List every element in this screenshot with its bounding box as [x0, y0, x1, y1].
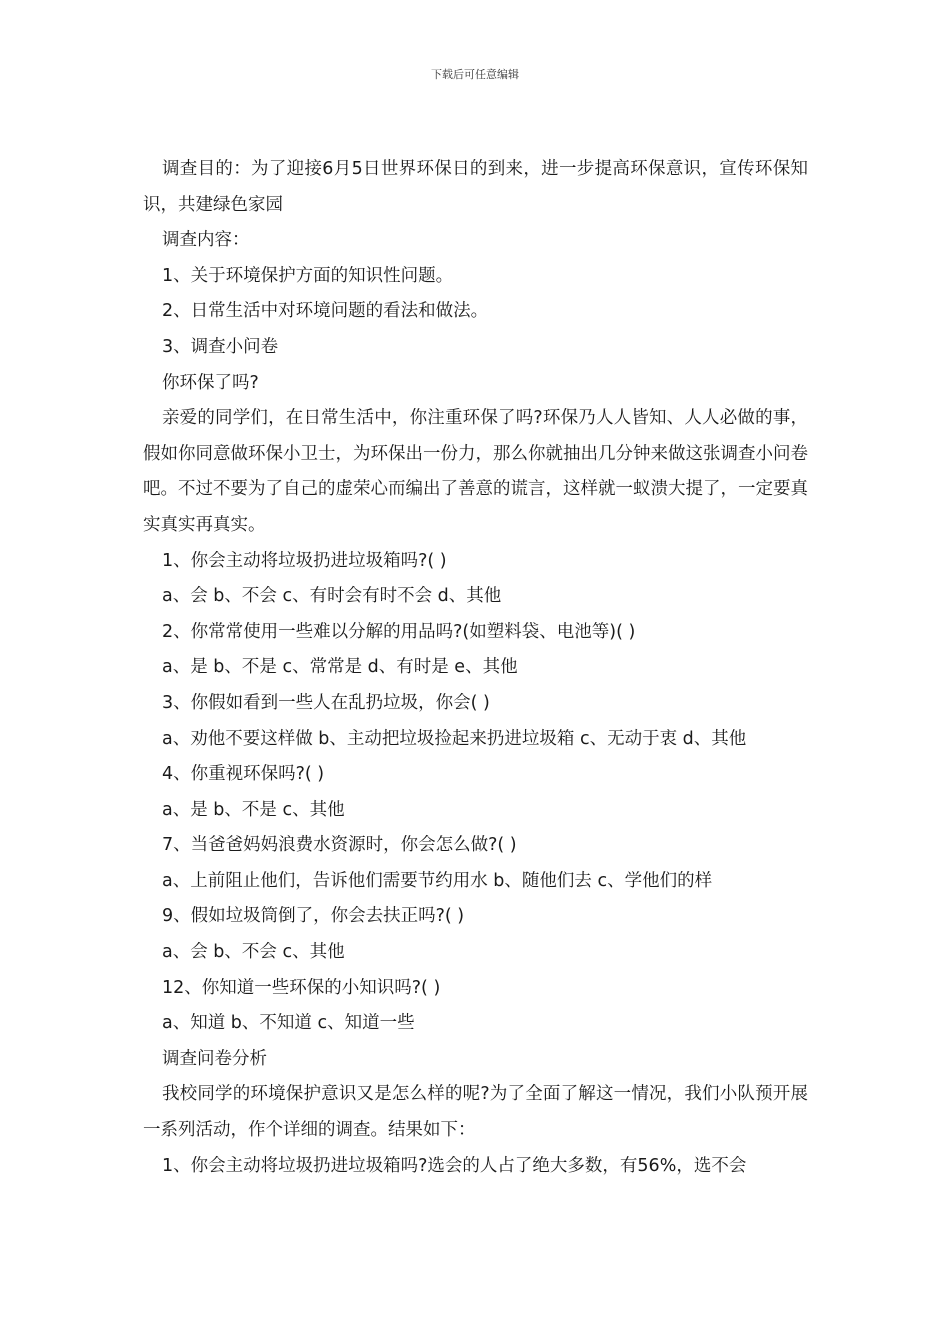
question-options: a、会 b、不会 c、有时会有时不会 d、其他: [162, 586, 502, 607]
question: 9、假如垃圾筒倒了，你会去扶正吗?( ): [162, 906, 465, 927]
question-options: a、劝他不要这样做 b、主动把垃圾捡起来扔进垃圾箱 c、无动于衷 d、其他: [162, 728, 747, 749]
question-options: a、是 b、不是 c、常常是 d、有时是 e、其他: [162, 657, 518, 678]
question: 2、你常常使用一些难以分解的用品吗?(如塑料袋、电池等)( ): [162, 621, 636, 642]
page-header: 下载后可任意编辑: [431, 68, 519, 81]
question-options: a、会 b、不会 c、其他: [162, 942, 345, 963]
survey-purpose: 调查目的：为了迎接6月5日世界环保日的到来，进一步提高环保意识，宣传环保知识，共建绿色家园: [143, 159, 808, 215]
document-body: [143, 152, 808, 1184]
question: 12、你知道一些环保的小知识吗?( ): [162, 977, 441, 998]
content-item: 3、调查小问卷: [162, 336, 279, 357]
question: 7、当爸爸妈妈浪费水资源时，你会怎么做?( ): [162, 835, 517, 856]
analysis-intro: 我校同学的环境保护意识又是怎么样的呢?为了全面了解这一情况，我们小队预开展一系列活动，作个详细的调查。结果如下：: [143, 1084, 808, 1141]
analysis-item: 1、你会主动将垃圾扔进垃圾箱吗?选会的人占了绝大多数，有56%，选不会: [162, 1155, 747, 1176]
question: 4、你重视环保吗?( ): [162, 764, 325, 785]
question-options: a、上前阻止他们，告诉他们需要节约用水 b、随他们去 c、学他们的样: [162, 870, 713, 891]
question-options: a、是 b、不是 c、其他: [162, 799, 345, 820]
content-item: 1、关于环境保护方面的知识性问题。: [162, 265, 454, 286]
analysis-title: 调查问卷分析: [162, 1048, 267, 1069]
question: 3、你假如看到一些人在乱扔垃圾，你会( ): [162, 692, 490, 713]
question: 1、你会主动将垃圾扔进垃圾箱吗?( ): [162, 550, 447, 571]
content-item: 2、日常生活中对环境问题的看法和做法。: [162, 301, 489, 322]
question-options: a、知道 b、不知道 c、知道一些: [162, 1013, 415, 1034]
questionnaire-title: 你环保了吗?: [162, 372, 259, 393]
survey-content-title: 调查内容：: [162, 230, 250, 251]
questionnaire-intro: 亲爱的同学们，在日常生活中，你注重环保了吗?环保乃人人皆知、人人必做的事，假如你同意做环保小卫士，为环保出一份力，那么你就抽出几分钟来做这张调查小问卷吧。不过不要为了自己的虚荣心而编出了善意的谎言，这样就一蚁溃大提了，一定要真实真实再真实。: [143, 408, 808, 535]
